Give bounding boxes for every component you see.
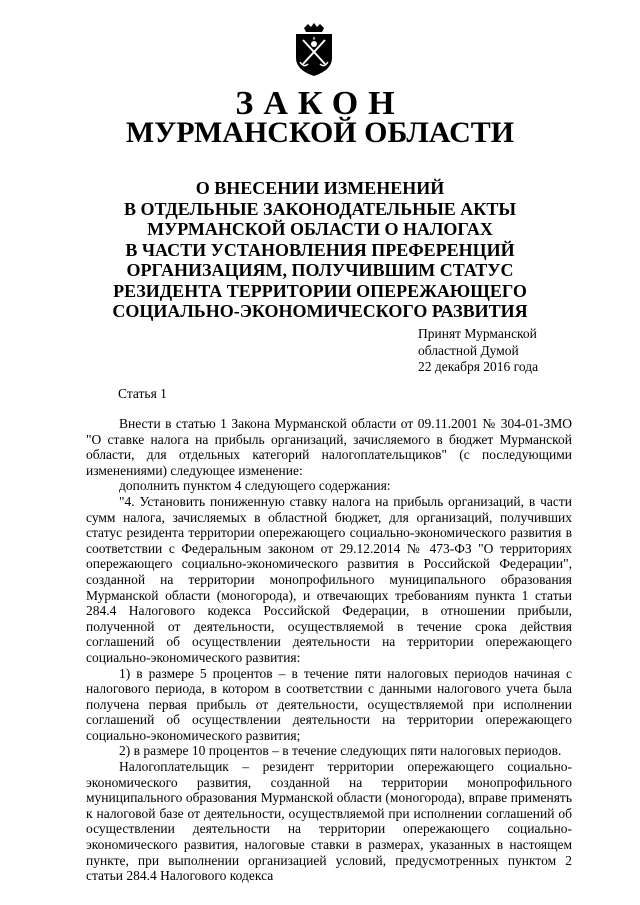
paragraph: "4. Установить пониженную ставку налога на прибыль организаций, в части сумм налога, зачисляемых в областной бюджет, для организаций, получивших статус резидента территории опережающего социально-экономического развития в соответствии с Федеральным законом от 29.12.2014 № 473-ФЗ "О территориях опережающего социально-экономического развития в Российской Федерации", созданной на территории монопрофильного муниципального образования Мурманской области (моногорода), и отвечающих требованиям пункта 1 статьи 284.4 Налогового кодекса Российской Федерации, в отношении прибыли, полученной от деятельности, осуществляемой в течение срока действия соглашений об осуществлении деятельности на территории опережающего социально-экономического развития:: [86, 493, 572, 665]
subject-line: МУРМАНСКОЙ ОБЛАСТИ О НАЛОГАХ: [147, 219, 493, 239]
paragraph: 1) в размере 5 процентов – в течение пяти налоговых периодов начиная с налогового периода, в котором в соответствии с данными налогового учета была получена первая прибыль от деятельности, осуществляемой при исполнении соглашений об осуществлении деятельности на территории опережающего социально-экономического развития;: [86, 665, 572, 743]
subject-line: СОЦИАЛЬНО-ЭКОНОМИЧЕСКОГО РАЗВИТИЯ: [112, 301, 528, 321]
coat-of-arms-icon: [290, 22, 338, 78]
paragraph: Налогоплательщик – резидент территории опережающего социально-экономического развития, созданной на территории монопрофильного муниципального образования Мурманской области (моногорода), вправе применять к налоговой базе от деятельности, осуществляемой при исполнении соглашений об осуществлении деятельности на территории опережающего социально-экономического развития, налоговые ставки в размерах, указанных в настоящем пункте, при выполнении организацией условий, предусмотренных пунктом 2 статьи 284.4 Налогового кодекса: [86, 759, 572, 884]
paragraph: Внести в статью 1 Закона Мурманской области от 09.11.2001 № 304-01-ЗМО "О ставке налога на прибыль организаций, зачисляемого в бюджет Мурманской области, для отдельных категорий налогоплательщиков" (с последующими изменениями) следующее изменение:: [86, 416, 572, 478]
subject-line: РЕЗИДЕНТА ТЕРРИТОРИИ ОПЕРЕЖАЮЩЕГО: [113, 280, 527, 301]
subject-line: В ОТДЕЛЬНЫЕ ЗАКОНОДАТЕЛЬНЫЕ АКТЫ: [123, 198, 517, 219]
paragraph: 2) в размере 10 процентов – в течение следующих пяти налоговых периодов.: [119, 743, 562, 759]
subject-line: В ЧАСТИ УСТАНОВЛЕНИЯ ПРЕФЕРЕНЦИЙ: [125, 239, 515, 260]
subject-line: О ВНЕСЕНИИ ИЗМЕНЕНИЙ: [195, 178, 445, 198]
paragraph: дополнить пунктом 4 следующего содержания:: [119, 478, 391, 494]
law-title: ЗАКОН: [235, 85, 405, 122]
article-title: Статья 1: [118, 386, 167, 401]
article-body: [86, 416, 572, 884]
region-title: МУРМАНСКОЙ ОБЛАСТИ: [125, 116, 515, 149]
subject-line: ОРГАНИЗАЦИЯМ, ПОЛУЧИВШИМ СТАТУС: [126, 260, 514, 280]
adoption-note: [418, 326, 618, 376]
adoption-date: 22 декабря 2016 года: [418, 359, 539, 374]
adoption-line: Принят Мурманской: [418, 326, 537, 341]
law-subject: [60, 178, 580, 322]
adoption-line: областной Думой: [418, 342, 519, 358]
